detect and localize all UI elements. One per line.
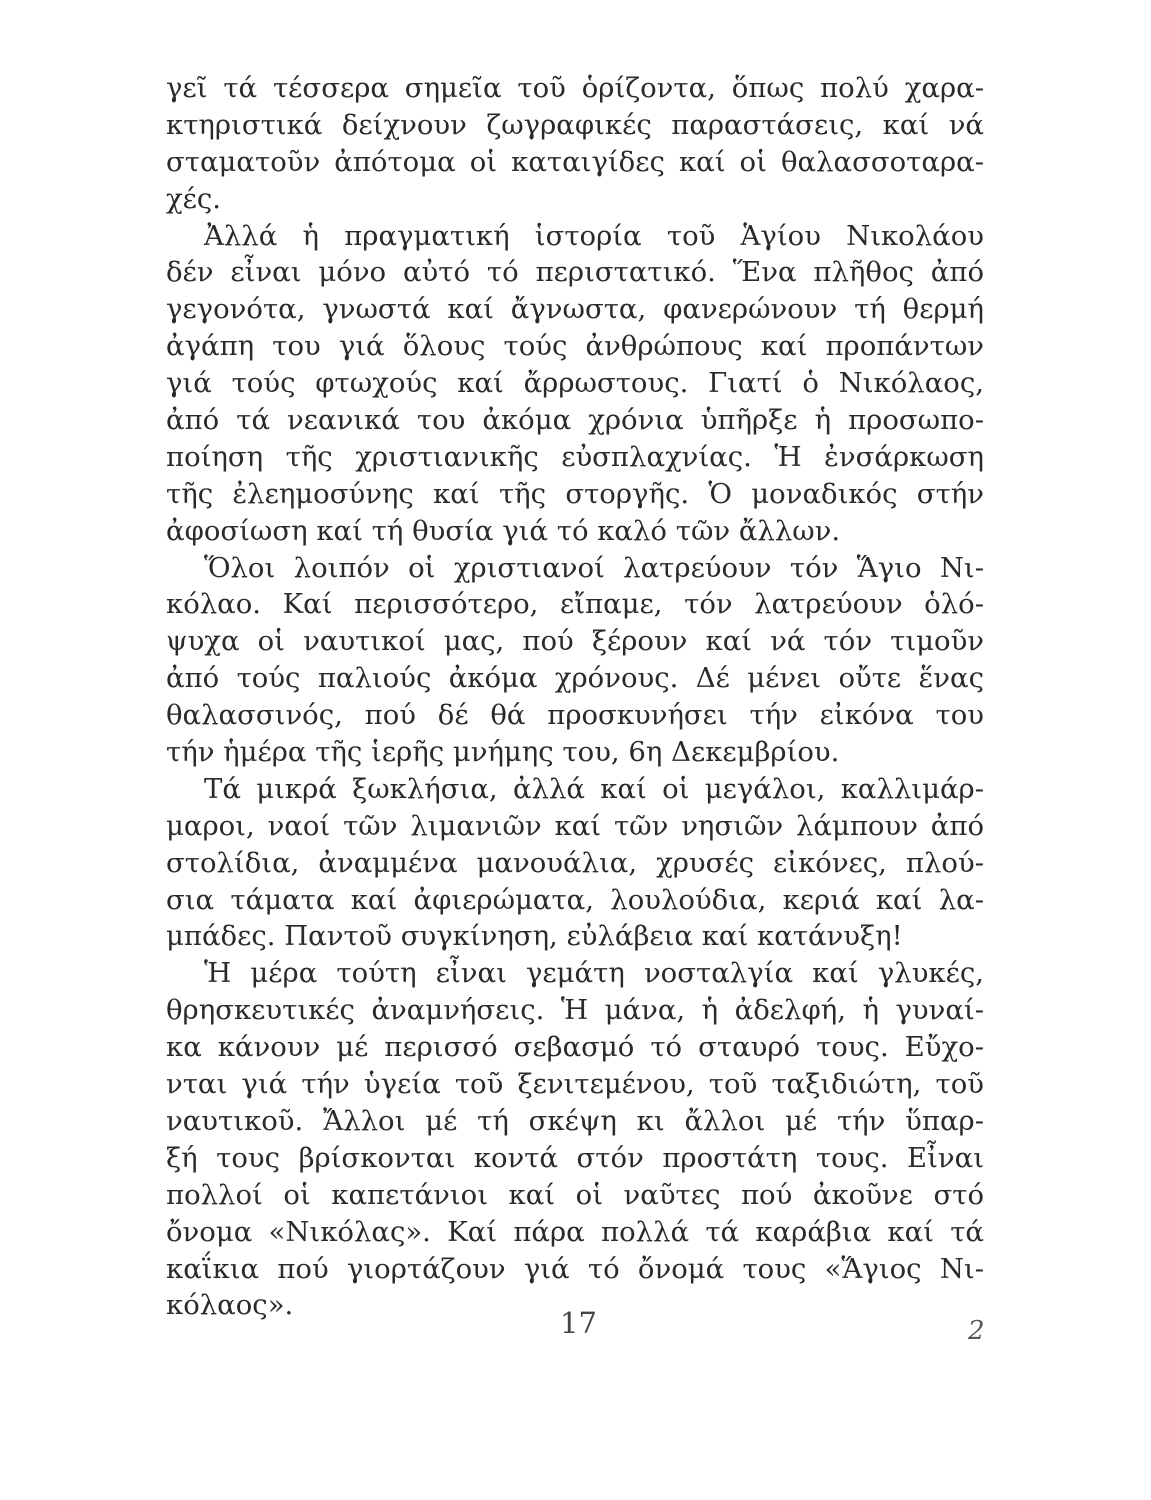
text-line: σταματοῦν ἀπότομα οἱ καταιγίδες καί οἱ θαλασσοταρα- (166, 145, 984, 178)
text-line: Τά μικρά ξωκλήσια, ἀλλά καί οἱ μεγάλοι, καλλιμάρ- (204, 772, 984, 805)
text-line: ἀγάπη του γιά ὅλους τούς ἀνθρώπους καί προπάντων (166, 330, 984, 363)
page-number: 17 (560, 1306, 597, 1340)
text-line: Ἀλλά ἡ πραγματική ἱστορία τοῦ Ἁγίου Νικολάου (204, 219, 984, 252)
text-line: γεῖ τά τέσσερα σημεῖα τοῦ ὁρίζοντα, ὅπως πολύ χαρα- (166, 72, 984, 104)
signature-mark: 2 (968, 1316, 985, 1346)
body-text (166, 70, 984, 1324)
text-line: ἀφοσίωση καί τή θυσία γιά τό καλό τῶν ἄλλων. (166, 514, 841, 547)
text-line: θρησκευτικές ἀναμνήσεις. Ἡ μάνα, ἡ ἀδελφή, ἡ γυναί- (166, 994, 984, 1027)
text-line: σια τάματα καί ἀφιερώματα, λουλούδια, κεριά καί λα- (166, 883, 984, 916)
text-line: Ὅλοι λοιπόν οἱ χριστιανοί λατρεύουν τόν Ἅγιο Νι- (204, 551, 984, 584)
text-line: ξή τους βρίσκονται κοντά στόν προστάτη τους. Εἶναι (166, 1141, 984, 1174)
text-line: τήν ἡμέρα τῆς ἱερῆς μνήμης του, 6η Δεκεμβρίου. (166, 736, 840, 769)
text-line: καΐκια πού γιορτάζουν γιά τό ὄνομά τους «Ἅγιος Νι- (166, 1252, 984, 1285)
text-line: ὄνομα «Νικόλας». Καί πάρα πολλά τά καράβια καί τά (166, 1215, 984, 1248)
text-line: θαλασσινός, πού δέ θά προσκυνήσει τήν εἰκόνα του (166, 699, 984, 732)
text-line: ψυχα οἱ ναυτικοί μας, πού ξέρουν καί νά τόν τιμοῦν (166, 625, 984, 658)
text-line: ἀπό τούς παλιούς ἀκόμα χρόνους. Δέ μένει οὔτε ἕνας (166, 662, 984, 695)
text-line: χές. (166, 182, 222, 215)
text-line: μπάδες. Παντοῦ συγκίνηση, εὐλάβεια καί κατάνυξη! (166, 920, 903, 953)
text-line: ἀπό τά νεανικά του ἀκόμα χρόνια ὑπῆρξε ἡ προσωπο- (166, 404, 984, 437)
text-line: ναυτικοῦ. Ἄλλοι μέ τή σκέψη κι ἄλλοι μέ τήν ὕπαρ- (166, 1104, 984, 1137)
text-line: κόλαο. Καί περισσότερο, εἴπαμε, τόν λατρεύουν ὁλό- (166, 588, 984, 621)
text-line: στολίδια, ἀναμμένα μανουάλια, χρυσές εἰκόνες, πλού- (166, 846, 984, 879)
text-line: δέν εἶναι μόνο αὐτό τό περιστατικό. Ἕνα πλῆθος ἀπό (166, 256, 984, 289)
text-line: γεγονότα, γνωστά καί ἄγνωστα, φανερώνουν τή θερμή (166, 293, 984, 326)
text-line: Ἡ μέρα τούτη εἶναι γεμάτη νοσταλγία καί γλυκές, (204, 957, 984, 990)
text-line: νται γιά τήν ὑγεία τοῦ ξενιτεμένου, τοῦ ταξιδιώτη, τοῦ (166, 1068, 984, 1101)
text-line: ποίηση τῆς χριστιανικῆς εὐσπλαχνίας. Ἡ ἐνσάρκωση (166, 440, 984, 473)
text-line: κα κάνουν μέ περισσό σεβασμό τό σταυρό τους. Εὔχο- (166, 1031, 984, 1064)
text-line: κόλαος». (166, 1289, 294, 1322)
text-line: τῆς ἐλεημοσύνης καί τῆς στοργῆς. Ὁ μοναδικός στήν (166, 477, 984, 510)
text-line: μαροι, ναοί τῶν λιμανιῶν καί τῶν νησιῶν λάμπουν ἀπό (166, 809, 984, 842)
text-line: γιά τούς φτωχούς καί ἄρρωστους. Γιατί ὁ Νικόλαος, (166, 367, 984, 400)
text-line: κτηριστικά δείχνουν ζωγραφικές παραστάσεις, καί νά (166, 108, 984, 141)
text-line: πολλοί οἱ καπετάνιοι καί οἱ ναῦτες πού ἀκοῦνε στό (166, 1178, 984, 1211)
